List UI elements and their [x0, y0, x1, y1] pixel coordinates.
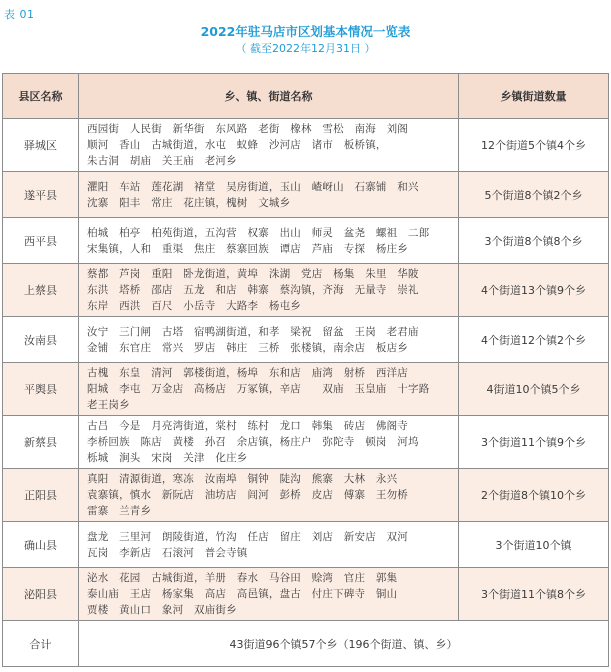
- town-count: 5个街道8个镇2个乡: [459, 172, 609, 218]
- town-list: 西园街 人民街 新华街 东风路 老街 橡林 雪松 南海 刘阁 顺河 香山 古城街道，水屯 蚁蜂 沙河店 诸市 板桥镇， 朱古洞 胡庙 关王庙 老河乡: [79, 119, 459, 172]
- county-name: 上蔡县: [3, 264, 79, 317]
- table-row: [3, 218, 609, 264]
- header-row: [3, 74, 609, 119]
- town-count: 3个街道8个镇8个乡: [459, 218, 609, 264]
- town-list: 古吕 今是 月亮湾街道，棠村 练村 龙口 韩集 砖店 佛阁寺 李桥回族 陈店 黄楼 孙召 余店镇，杨庄户 弥陀寺 顿岗 河坞 栎城 涧头 宋岗 关津 化庄乡: [79, 416, 459, 469]
- town-list: 盘龙 三里河 朗陵街道，竹沟 任店 留庄 刘店 新安店 双河 瓦岗 李新店 石滚河 普会寺镇: [79, 522, 459, 568]
- town-count: 2个街道8个镇10个乡: [459, 469, 609, 522]
- table-row: [3, 416, 609, 469]
- town-list: 柏城 柏亭 柏苑街道，五沟营 权寨 出山 师灵 盆尧 螺祖 二郎 宋集镇，人和 重渠 焦庄 蔡寨回族 谭店 芦庙 专探 杨庄乡: [79, 218, 459, 264]
- county-name: 驿城区: [3, 119, 79, 172]
- town-list: 灈阳 车站 莲花湖 褚堂 吴房街道，玉山 嵖岈山 石寨铺 和兴 沈寨 阳丰 常庄 花庄镇，槐树 文城乡: [79, 172, 459, 218]
- county-name: 汝南县: [3, 317, 79, 363]
- town-list: 真阳 清源街道，寒冻 汝南埠 铜钟 陡沟 熊寨 大林 永兴 袁寨镇，慎水 新阮店 油坊店 闾河 彭桥 皮店 傅寨 王勿桥 雷寨 兰青乡: [79, 469, 459, 522]
- header-county: 县区名称: [3, 74, 79, 119]
- table-number: 表 01: [4, 8, 35, 21]
- table-title: 2022年驻马店市区划基本情况一览表: [200, 24, 411, 39]
- county-name: 遂平县: [3, 172, 79, 218]
- town-count: 4个街道13个镇9个乡: [459, 264, 609, 317]
- town-count: 3个街道11个镇8个乡: [459, 568, 609, 621]
- table-row: [3, 469, 609, 522]
- county-name: 平舆县: [3, 363, 79, 416]
- table-row: [3, 317, 609, 363]
- county-name: 新蔡县: [3, 416, 79, 469]
- header-count: 乡镇街道数量: [459, 74, 609, 119]
- division-table: [2, 73, 609, 667]
- table-row: [3, 568, 609, 621]
- town-count: 12个街道5个镇4个乡: [459, 119, 609, 172]
- town-list: 泌水 花园 古城街道，羊册 春水 马谷田 赊湾 官庄 郭集 泰山庙 王店 杨家集 高店 高邑镇，盘古 付庄下碑寺 铜山 贾楼 黄山口 象河 双庙街乡: [79, 568, 459, 621]
- total-row: [3, 621, 609, 667]
- table-row: [3, 522, 609, 568]
- total-label: 合计: [3, 621, 79, 667]
- town-count: 4个街道12个镇2个乡: [459, 317, 609, 363]
- header-towns: 乡、镇、街道名称: [79, 74, 459, 119]
- total-value: 43街道96个镇57个乡（196个街道、镇、乡）: [79, 621, 609, 667]
- table-row: [3, 119, 609, 172]
- town-count: 4街道10个镇5个乡: [459, 363, 609, 416]
- town-list: 汝宁 三门闸 古塔 宿鸭湖街道，和孝 梁祝 留盆 王岗 老君庙 金铺 东官庄 常兴 罗店 韩庄 三桥 张楼镇，南余店 板店乡: [79, 317, 459, 363]
- table-subtitle: （ 截至2022年12月31日 ）: [235, 42, 376, 55]
- county-name: 确山县: [3, 522, 79, 568]
- county-name: 泌阳县: [3, 568, 79, 621]
- county-name: 西平县: [3, 218, 79, 264]
- town-list: 蔡都 芦岗 重阳 卧龙街道，黄埠 洙湖 党店 杨集 朱里 华陂 东洪 塔桥 邵店 五龙 和店 韩寨 蔡沟镇，齐海 无量寺 崇礼 东岸 西洪 百尺 小岳寺 大路李 杨屯乡: [79, 264, 459, 317]
- county-name: 正阳县: [3, 469, 79, 522]
- table-row: [3, 363, 609, 416]
- town-count: 3个街道10个镇: [459, 522, 609, 568]
- table-row: [3, 172, 609, 218]
- town-list: 古槐 东皇 清河 郭楼街道，杨埠 东和店 庙湾 射桥 西洋店 阳城 李屯 万金店 高杨店 万冢镇，辛店 双庙 玉皇庙 十字路 老王岗乡: [79, 363, 459, 416]
- town-count: 3个街道11个镇9个乡: [459, 416, 609, 469]
- table-row: [3, 264, 609, 317]
